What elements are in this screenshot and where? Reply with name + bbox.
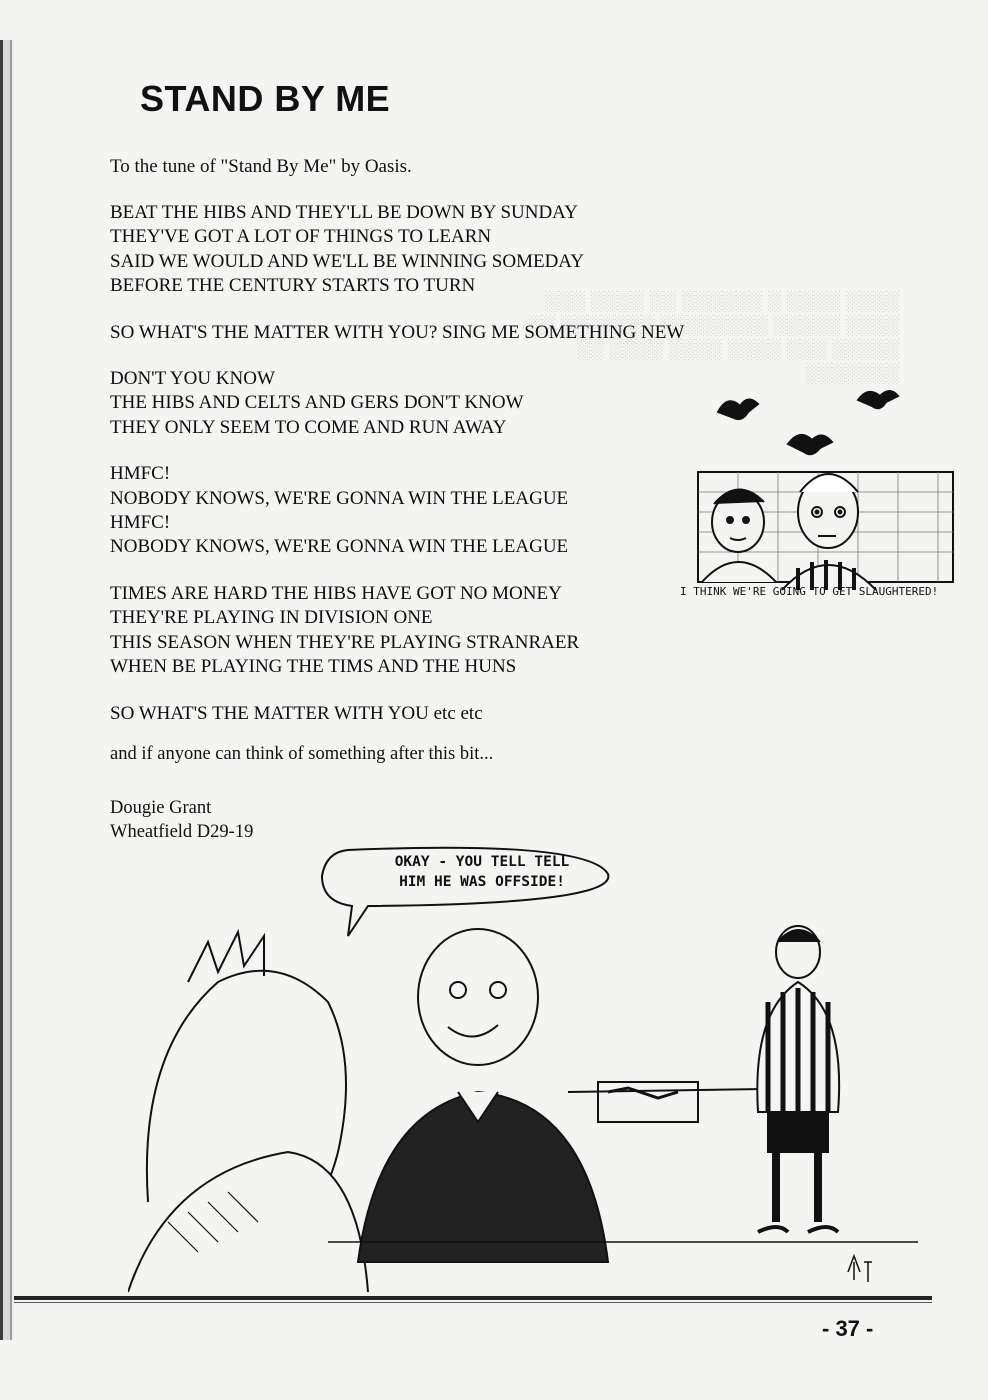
stanza <box>110 462 684 560</box>
song-lyrics <box>110 201 684 748</box>
footer-rule-thin <box>14 1302 932 1303</box>
lyric-line: THIS SEASON WHEN THEY'RE PLAYING STRANRAER <box>110 631 580 653</box>
stanza <box>110 321 684 345</box>
lyric-line: DON'T YOU KNOW <box>110 368 275 390</box>
lyric-line: THEY'VE GOT A LOT OF THINGS TO LEARN <box>110 226 492 248</box>
stanza <box>110 201 684 299</box>
speech-line: OKAY - YOU TELL TELL <box>394 854 570 870</box>
page-title: STAND BY ME <box>140 78 391 119</box>
lyric-line: BEAT THE HIBS AND THEY'LL BE DOWN BY SUNDAY <box>110 202 578 223</box>
lyric-line: THE HIBS AND CELTS AND GERS DON'T KNOW <box>110 392 524 414</box>
cartoon-referee-offside <box>128 842 928 1292</box>
cartoon-worried-players <box>678 372 970 610</box>
author-signature <box>110 796 253 844</box>
lyric-line: THEY'RE PLAYING IN DIVISION ONE <box>110 607 433 629</box>
lyric-line: TIMES ARE HARD THE HIBS HAVE GOT NO MONEY <box>110 582 562 604</box>
stanza <box>110 367 684 440</box>
show-through-text: ░░░░ ░░░░ ░ ░░░░░░ ░░ ░░░░ ░░░ ░░░░ ░░░░░ ░░░░░░░░ ░░░░░░░ ░░ ░░░░░ ░░░ ░░░░ ░░░░ ░░░░ ░░ ░░░░░░░ <box>528 291 900 384</box>
page-binding <box>0 40 14 1340</box>
lyric-line: THEY ONLY SEEM TO COME AND RUN AWAY <box>110 416 507 438</box>
footnote-text: and if anyone can think of something after this bit... <box>110 744 494 764</box>
lyric-line: NOBODY KNOWS, WE'RE GONNA WIN THE LEAGUE <box>110 536 569 558</box>
lyric-line: SAID WE WOULD AND WE'LL BE WINNING SOMEDAY <box>110 250 584 272</box>
author-address: Wheatfield D29-19 <box>110 822 254 842</box>
lyric-line: WHEN BE PLAYING THE TIMS AND THE HUNS <box>110 656 517 678</box>
speech-line: HIM HE WAS OFFSIDE! <box>399 874 565 890</box>
author-name: Dougie Grant <box>110 798 212 818</box>
lyric-line: BEFORE THE CENTURY STARTS TO TURN <box>110 275 476 297</box>
lyric-line: SO WHAT'S THE MATTER WITH YOU etc etc <box>110 702 483 724</box>
song-subtitle: To the tune of "Stand By Me" by Oasis. <box>110 156 412 177</box>
lyric-line: HMFC! <box>110 512 171 534</box>
speech-bubble-text <box>352 852 612 892</box>
stanza <box>110 582 684 680</box>
page-number: - 37 - <box>822 1316 874 1341</box>
cartoon-top-caption: I THINK WE'RE GOING TO GET SLAUGHTERED! <box>680 585 939 598</box>
lyric-line: HMFC! <box>110 463 171 485</box>
stanza <box>110 702 684 726</box>
lyric-line: SO WHAT'S THE MATTER WITH YOU? SING ME SOMETHING NEW <box>110 321 685 343</box>
lyric-line: NOBODY KNOWS, WE'RE GONNA WIN THE LEAGUE <box>110 487 569 509</box>
footer-rule <box>14 1296 932 1300</box>
